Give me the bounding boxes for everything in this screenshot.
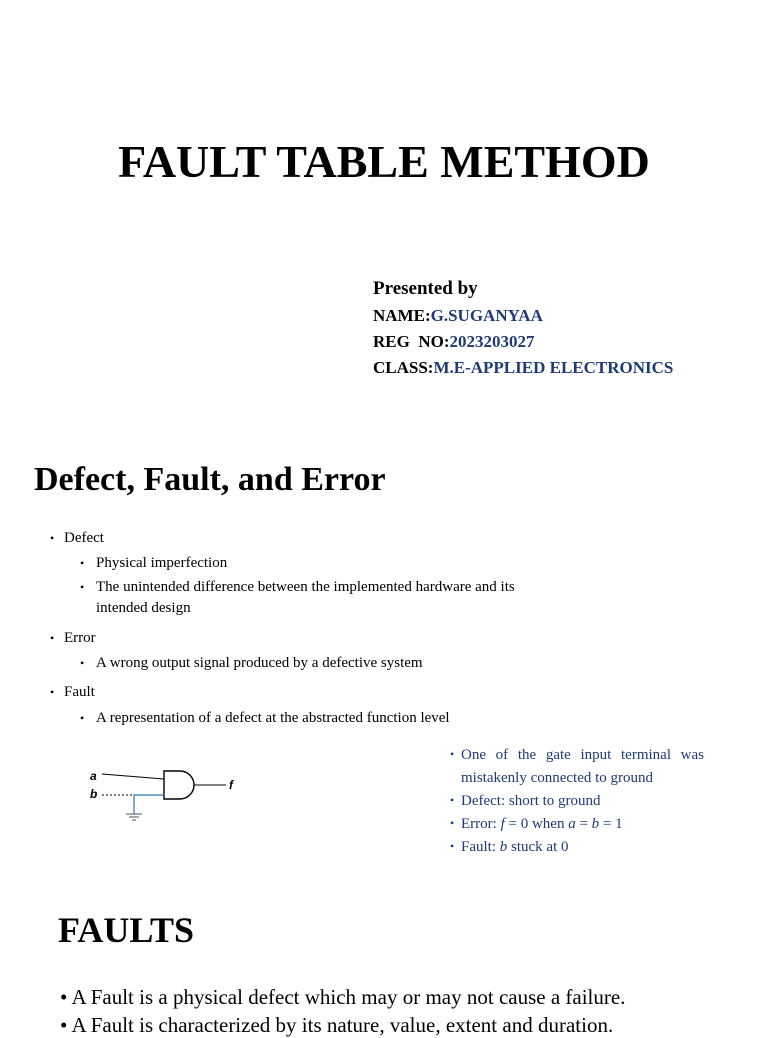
presenter-name-line [373, 306, 543, 326]
bullet-fault [50, 682, 95, 702]
bullet-dot: • [60, 1013, 68, 1037]
output-f-label: f [229, 778, 233, 792]
class-label: CLASS: [373, 358, 434, 377]
input-b-label: b [90, 787, 98, 801]
note-text: mistakenly connected to ground [461, 770, 654, 786]
class-line [373, 358, 673, 378]
reg-label: REG NO: [373, 332, 450, 351]
section-title-faults: FAULTS [58, 910, 195, 950]
page-title: FAULT TABLE METHOD [118, 136, 650, 187]
and-gate-icon [164, 771, 194, 799]
wire-a [102, 774, 164, 779]
note-text: Error: [461, 816, 501, 832]
bullet-defect [50, 528, 104, 548]
fault-text-1: A Fault is a physical defect which may or may not cause a failure. [71, 985, 626, 1009]
bullet-dot: • [60, 985, 68, 1009]
bullet-label: Fault [64, 684, 95, 700]
bullet-dot: • [80, 711, 85, 725]
sub-bullet-text: Physical imperfection [96, 555, 228, 571]
note-2 [450, 790, 704, 813]
note-text: = 1 [599, 816, 623, 832]
sub-bullet-text: A representation of a defect at the abstracted function level [96, 710, 450, 726]
presented-by-label: Presented by [373, 278, 478, 299]
sub-bullet [80, 708, 560, 729]
sub-bullet-text: A wrong output signal produced by a defective system [96, 655, 423, 671]
note-3 [450, 813, 704, 836]
var-f: f [500, 816, 505, 832]
note-text: = 0 when [504, 816, 569, 832]
input-a-label: a [90, 769, 97, 783]
name-label: NAME: [373, 306, 431, 325]
reg-value: 2023203027 [449, 332, 535, 351]
sub-bullet [80, 553, 560, 574]
reg-number-line [373, 332, 535, 352]
note-text: Fault: [461, 839, 500, 855]
bullet-dot: • [80, 580, 85, 594]
fault-bullet-2 [60, 1012, 613, 1038]
bullet-dot: • [450, 839, 455, 853]
var-b: b [499, 839, 508, 855]
note-text: stuck at 0 [507, 839, 569, 855]
bullet-dot: • [50, 531, 55, 545]
name-value: G.SUGANYAA [430, 306, 543, 325]
bullet-dot: • [450, 816, 455, 830]
bullet-dot: • [50, 631, 55, 645]
short-to-ground-wire [134, 795, 164, 814]
bullet-dot: • [450, 747, 455, 761]
bullet-dot: • [80, 656, 85, 670]
section-title-defect-fault-error: Defect, Fault, and Error [34, 461, 386, 498]
note-text: Defect: short to ground [461, 793, 601, 809]
bullet-label: Defect [64, 530, 104, 546]
bullet-dot: • [80, 556, 85, 570]
class-value: M.E-APPLIED ELECTRONICS [433, 358, 674, 377]
note-1 [450, 744, 704, 790]
bullet-label: Error [64, 630, 96, 646]
var-b: b [591, 816, 600, 832]
bullet-dot: • [450, 793, 455, 807]
sub-bullet-text: The unintended difference between the implemented hardware and its intended design [96, 579, 515, 616]
var-a: a [568, 816, 576, 832]
bullet-error [50, 628, 96, 648]
sub-bullet [80, 653, 560, 674]
diagram-notes [450, 744, 704, 859]
fault-text-2: A Fault is characterized by its nature, value, extent and duration. [71, 1013, 614, 1037]
sub-bullet [80, 577, 550, 619]
fault-bullet-1 [60, 984, 625, 1010]
note-text: = [575, 816, 592, 832]
bullet-dot: • [50, 685, 55, 699]
and-gate-diagram [88, 762, 248, 832]
note-4 [450, 836, 704, 859]
note-text: One of the gate input terminal was [461, 747, 704, 763]
